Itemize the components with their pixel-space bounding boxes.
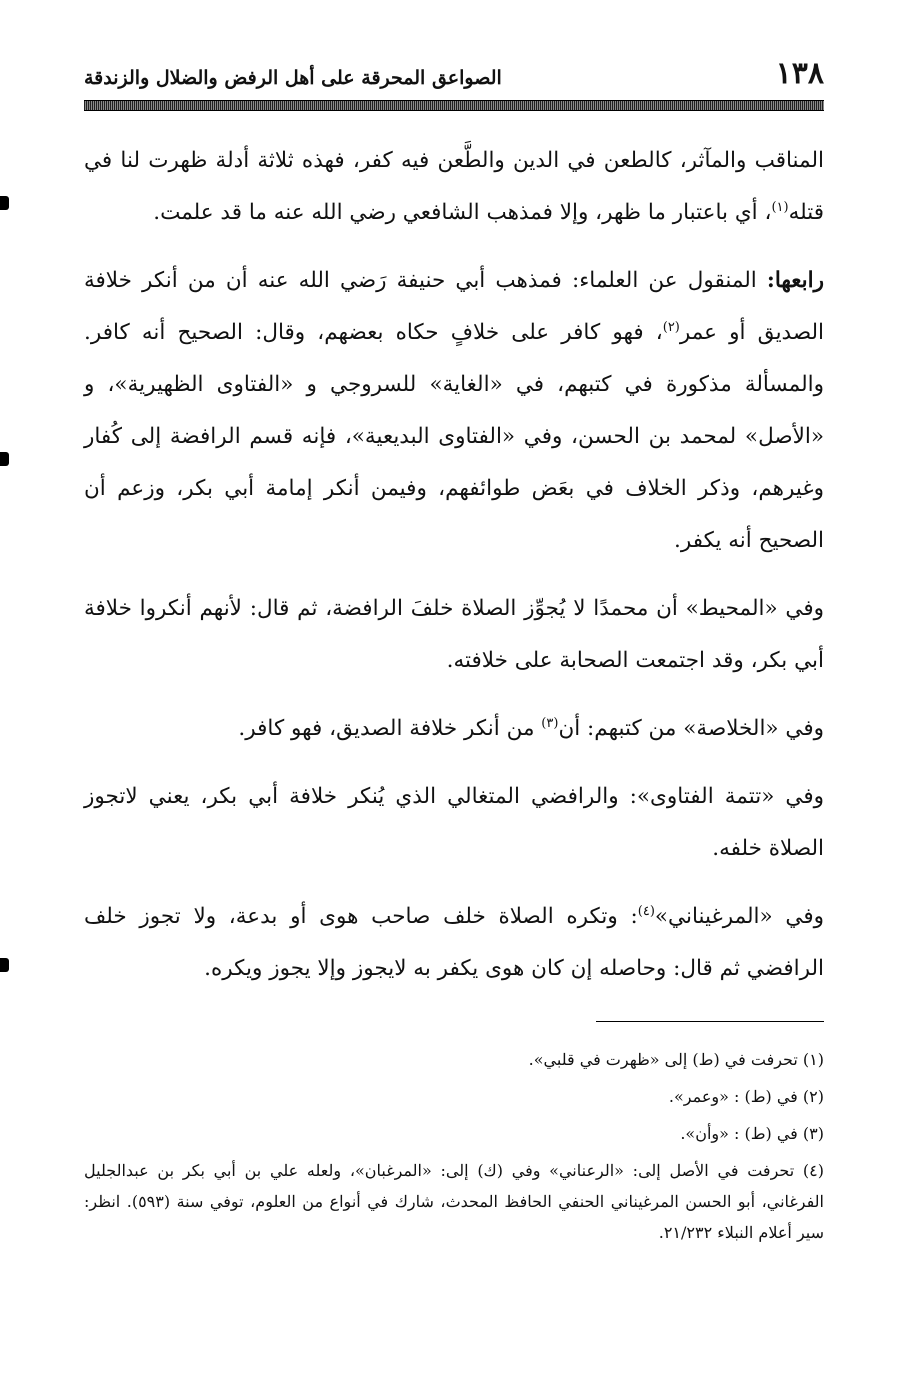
footnote-separator — [596, 1021, 824, 1022]
footnotes — [84, 1044, 824, 1248]
margin-mark — [0, 452, 9, 466]
margin-mark — [0, 958, 9, 972]
paragraph: وفي «المرغيناني»$^{(٤)}$: وتكره الصلاة خلف صاحب هوى أو بدعة، ولا تجوز خلف الرافضي ثم قال: وحاصله إن كان هوى يكفر به لايجوز وإلا يجوز ويكره. — [84, 903, 824, 981]
margin-mark — [0, 196, 9, 210]
header-rule — [84, 100, 824, 111]
paragraph: رابعها: المنقول عن العلماء: فمذهب أبي حنيفة رَضي الله عنه أن من أنكر خلافة الصديق أو عمر$^{(٢)}$، فهو كافر على خلافٍ حكاه بعضهم، وقال: الصحيح أنه كافر. والمسألة مذكورة في كتبهم، في «الغاية» للسروجي و «الفتاوى الظهيرية»، و «الأصل» لمحمد بن الحسن، وفي «الفتاوى البديعية»، فإنه قسم الرافضة إلى كُفار وغيرهم، وذكر الخلاف في بعَض طوائفهم، وفيمن أنكر إمامة أبي بكر، وزعم أن الصحيح أنه يكفر. — [84, 268, 825, 553]
running-title: الصواعق المحرقة على أهل الرفض والضلال والزندقة — [84, 67, 502, 89]
footnote: (١) تحرفت في (ط) إلى «ظهرت في قلبي». — [528, 1050, 824, 1069]
paragraph: وفي «تتمة الفتاوى»: والرافضي المتغالي الذي يُنكر خلافة أبي بكر، يعني لاتجوز الصلاة خلفه. — [84, 784, 824, 861]
footnote-ref: (٢) — [662, 319, 680, 335]
paragraph: وفي «الخلاصة» من كتبهم: أن$^{(٣)}$ من أنكر خلافة الصديق، فهو كافر. — [238, 715, 824, 741]
footnote-ref: (٤) — [637, 903, 655, 919]
body-text — [84, 135, 824, 995]
paragraph: المناقب والمآثر، كالطعن في الدين والطَّعن فيه كفر، فهذه ثلاثة أدلة ظهرت لنا في قتله$^{(١)}$، أي باعتبار ما ظهر، وإلا فمذهب الشافعي رضي الله عنه ما قد علمت. — [84, 148, 824, 225]
page-number: ١٣٨ — [775, 56, 824, 91]
footnote: (٢) في (ط) : «وعمر». — [668, 1087, 824, 1106]
running-head — [84, 48, 824, 96]
footnote-ref: (٣) — [541, 715, 559, 731]
footnote: (٤) تحرفت في الأصل إلى: «الرعناني» وفي (ك) إلى: «المرغبان»، ولعله علي بن أبي بكر بن عبدالجليل الفرغاني، أبو الحسن المرغيناني الحنفي الحافظ المحدث، شارك في أنواع من العلوم، توفي سنة (٥٩٣). انظر: سير أعلام النبلاء ٢١/٢٣٢. — [84, 1161, 825, 1242]
footnote-ref: (١) — [771, 199, 789, 215]
book-page — [84, 48, 824, 1338]
paragraph: وفي «المحيط» أن محمدًا لا يُجوِّز الصلاة خلفَ الرافضة، ثم قال: لأنهم أنكروا خلافة أبي بكر، وقد اجتمعت الصحابة على خلافته. — [84, 596, 824, 673]
footnote: (٣) في (ط) : «وأن». — [680, 1124, 824, 1143]
paragraph-lead: رابعها: — [766, 268, 824, 293]
